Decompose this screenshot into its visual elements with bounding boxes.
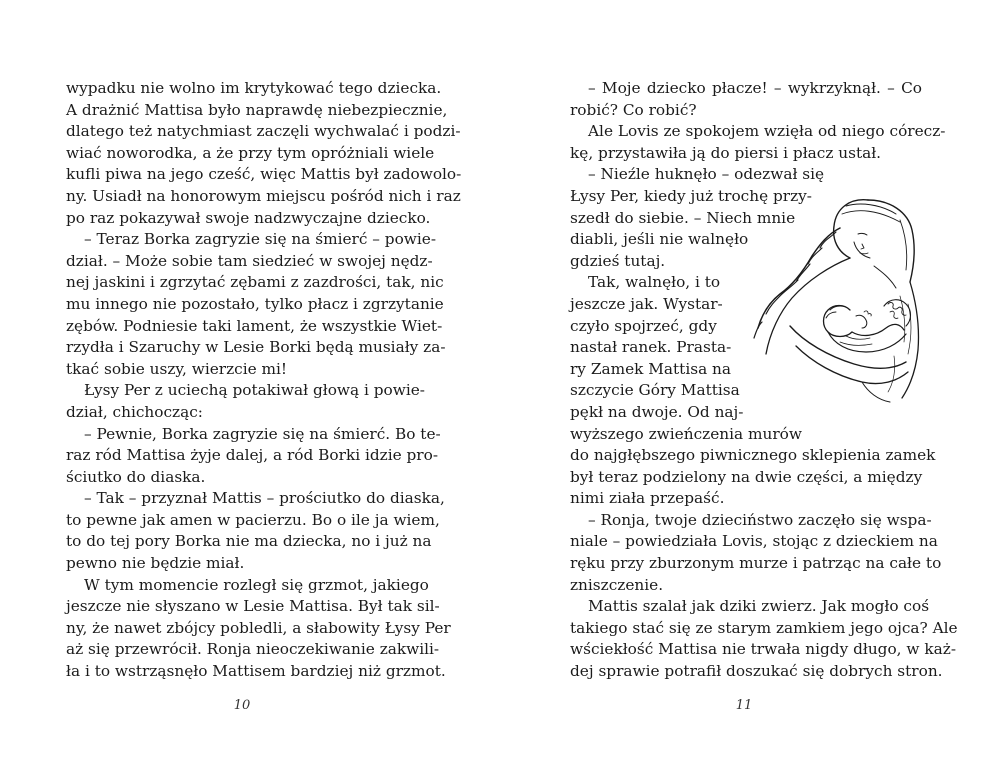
text-line: nastał ranek. Prasta- (570, 338, 732, 357)
text-line: Ale Lovis ze spokojem wzięła od niego córecz- (588, 122, 946, 141)
text-line: szedł do siebie. – Niech mnie (570, 208, 796, 227)
text-line: nimi ziała przepaść. (570, 489, 725, 508)
text-line: Łysy Per z uciechą potakiwał głową i powie- (84, 381, 425, 400)
text-line: ściutko do diaska. (66, 467, 206, 486)
text-line: pewno nie będzie miał. (66, 554, 245, 573)
text-line: zniszczenie. (570, 575, 664, 594)
text-line: robić? Co robić? (570, 100, 697, 119)
text-line: – Ronja, twoje dzieciństwo zaczęło się wspa- (588, 510, 932, 529)
text-line: zębów. Podniesie taki lament, że wszystkie Wiet- (66, 316, 443, 335)
text-line: po raz pokazywał swoje nadzwyczajne dziecko. (66, 208, 431, 227)
text-line: A drażnić Mattisa było naprawdę niebezpiecznie, (66, 100, 448, 119)
text-line: był teraz podzielony na dwie części, a między (570, 467, 923, 486)
text-line: takiego stać się ze starym zamkiem jego ojca? Ale (570, 618, 958, 637)
text-line: – Teraz Borka zagryzie się na śmierć – powie- (84, 230, 436, 249)
text-line: jeszcze nie słyszano w Lesie Mattisa. Był tak sil- (66, 597, 440, 616)
text-line: wyższego zwieńczenia murów (570, 424, 802, 443)
text-line: ny. Usiadł na honorowym miejscu pośród nich i raz (66, 186, 461, 205)
page-number-left: 10 (233, 698, 251, 713)
text-line: – Nieźle huknęło – odezwał się (588, 165, 825, 184)
text-line: mu innego nie pozostało, tylko płacz i zgrzytanie (66, 294, 444, 313)
text-line: czyło spojrzeć, gdy (570, 316, 717, 335)
text-line: rzydła i Szaruchy w Lesie Borki będą musiały za- (66, 338, 446, 357)
text-line: szczycie Góry Mattisa (570, 381, 740, 400)
text-line: – Moje dziecko płacze! – wykrzyknął. – Co (588, 79, 922, 97)
text-line: do najgłębszego piwnicznego sklepienia zamek (570, 446, 936, 465)
text-line: jeszcze jak. Wystar- (570, 294, 723, 313)
text-line: dej sprawie potrafił doszukać się dobrych stron. (570, 662, 943, 681)
text-line: Łysy Per, kiedy już trochę przy- (570, 186, 812, 205)
text-line: dlatego też natychmiast zaczęli wychwalać i podzi- (66, 122, 461, 141)
text-line: gdzieś tutaj. (570, 251, 666, 270)
text-line: Mattis szalał jak dziki zwierz. Jak mogło coś (588, 597, 930, 616)
text-line: ła i to wstrząsnęło Mattisem bardziej niż grzmot. (66, 662, 446, 681)
text-line: to do tej pory Borka nie ma dziecka, no i już na (66, 532, 432, 551)
text-line: pękł na dwoje. Od naj- (570, 402, 744, 421)
text-line: tkać sobie uszy, wierzcie mi! (66, 359, 288, 378)
text-line: dział. – Może sobie tam siedzieć w swojej nędz- (66, 251, 433, 270)
text-line: kufli piwa na jego cześć, więc Mattis był zadowolo- (66, 165, 462, 184)
text-line: to pewne jak amen w pacierzu. Bo o ile ja wiem, (66, 510, 440, 529)
text-line: aż się przewrócił. Ronja nieoczekiwanie zakwili- (66, 640, 440, 659)
text-line: nej jaskini i zgrzytać zębami z zazdrości, tak, nic (66, 273, 444, 292)
left-page-text (66, 78, 462, 683)
text-line: raz ród Mattisa żyje dalej, a ród Borki idzie pro- (66, 446, 438, 465)
text-line: wiać noworodka, a że przy tym opróżniali wiele (66, 143, 435, 162)
text-line: diabli, jeśli nie walnęło (570, 230, 749, 249)
text-line: W tym momencie rozległ się grzmot, jakiego (84, 575, 429, 594)
text-line: kę, przystawiła ją do piersi i płacz ustał. (570, 143, 882, 162)
text-line: – Tak – przyznał Mattis – prościutko do diaska, (84, 489, 445, 508)
text-line: dział, chichocząc: (66, 402, 203, 421)
text-line: ny, że nawet zbójcy pobledli, a słabowity Łysy Per (66, 618, 451, 637)
text-line: ręku przy zburzonym murze i patrząc na całe to (570, 554, 942, 573)
text-line: ry Zamek Mattisa na (570, 359, 732, 378)
text-line: niale – powiedziała Lovis, stojąc z dzieckiem na (570, 532, 938, 551)
text-line: Tak, walnęło, i to (588, 273, 721, 292)
text-line: wściekłość Mattisa nie trwała nigdy długo, w każ- (570, 640, 956, 659)
text-line: – Pewnie, Borka zagryzie się na śmierć. Bo te- (84, 424, 441, 443)
mother-nursing-baby-illustration (750, 186, 930, 408)
page-number-right: 11 (735, 698, 753, 713)
text-line: wypadku nie wolno im krytykować tego dziecka. (66, 79, 442, 97)
